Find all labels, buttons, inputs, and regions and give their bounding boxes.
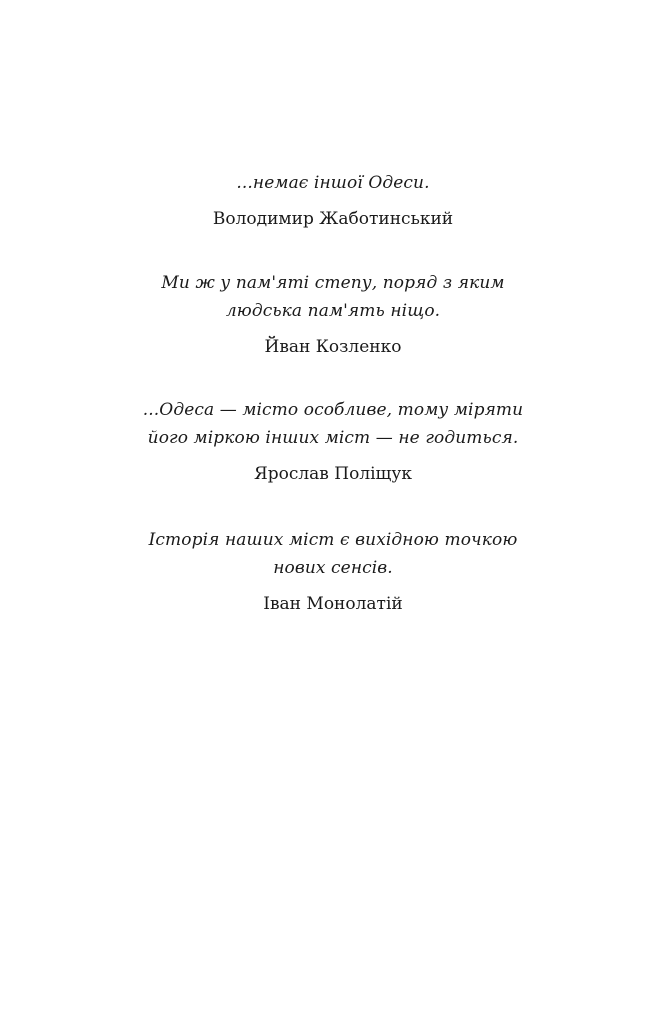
quote-line: нових сенсів.: [273, 558, 393, 578]
quote-line: ...немає іншої Одеси.: [236, 173, 430, 193]
epigraph-1: [0, 169, 666, 233]
epigraph-author: Ярослав Поліщук: [253, 464, 412, 484]
epigraph-author: Іван Монолатій: [263, 594, 403, 614]
epigraph-author: Володимир Жаботинський: [212, 209, 454, 229]
quote-line: Історія наших міст є вихідною точкою: [148, 530, 518, 550]
epigraph-3: [0, 396, 666, 488]
quote-line: Ми ж у пам'яті степу, поряд з яким: [161, 273, 505, 293]
epigraph-2: [0, 269, 666, 361]
epigraph-quote: [0, 269, 666, 325]
epigraph-author: Йван Козленко: [264, 337, 402, 357]
epigraph-quote: [0, 526, 666, 582]
quote-line: його міркою інших міст — не годиться.: [147, 428, 519, 448]
quote-line: ...Одеса — місто особливе, тому міряти: [142, 400, 524, 420]
quote-line: людська пам'ять ніщо.: [225, 301, 441, 321]
epigraph-quote: [0, 169, 666, 197]
epigraph-quote: [0, 396, 666, 452]
epigraph-4: [0, 526, 666, 618]
